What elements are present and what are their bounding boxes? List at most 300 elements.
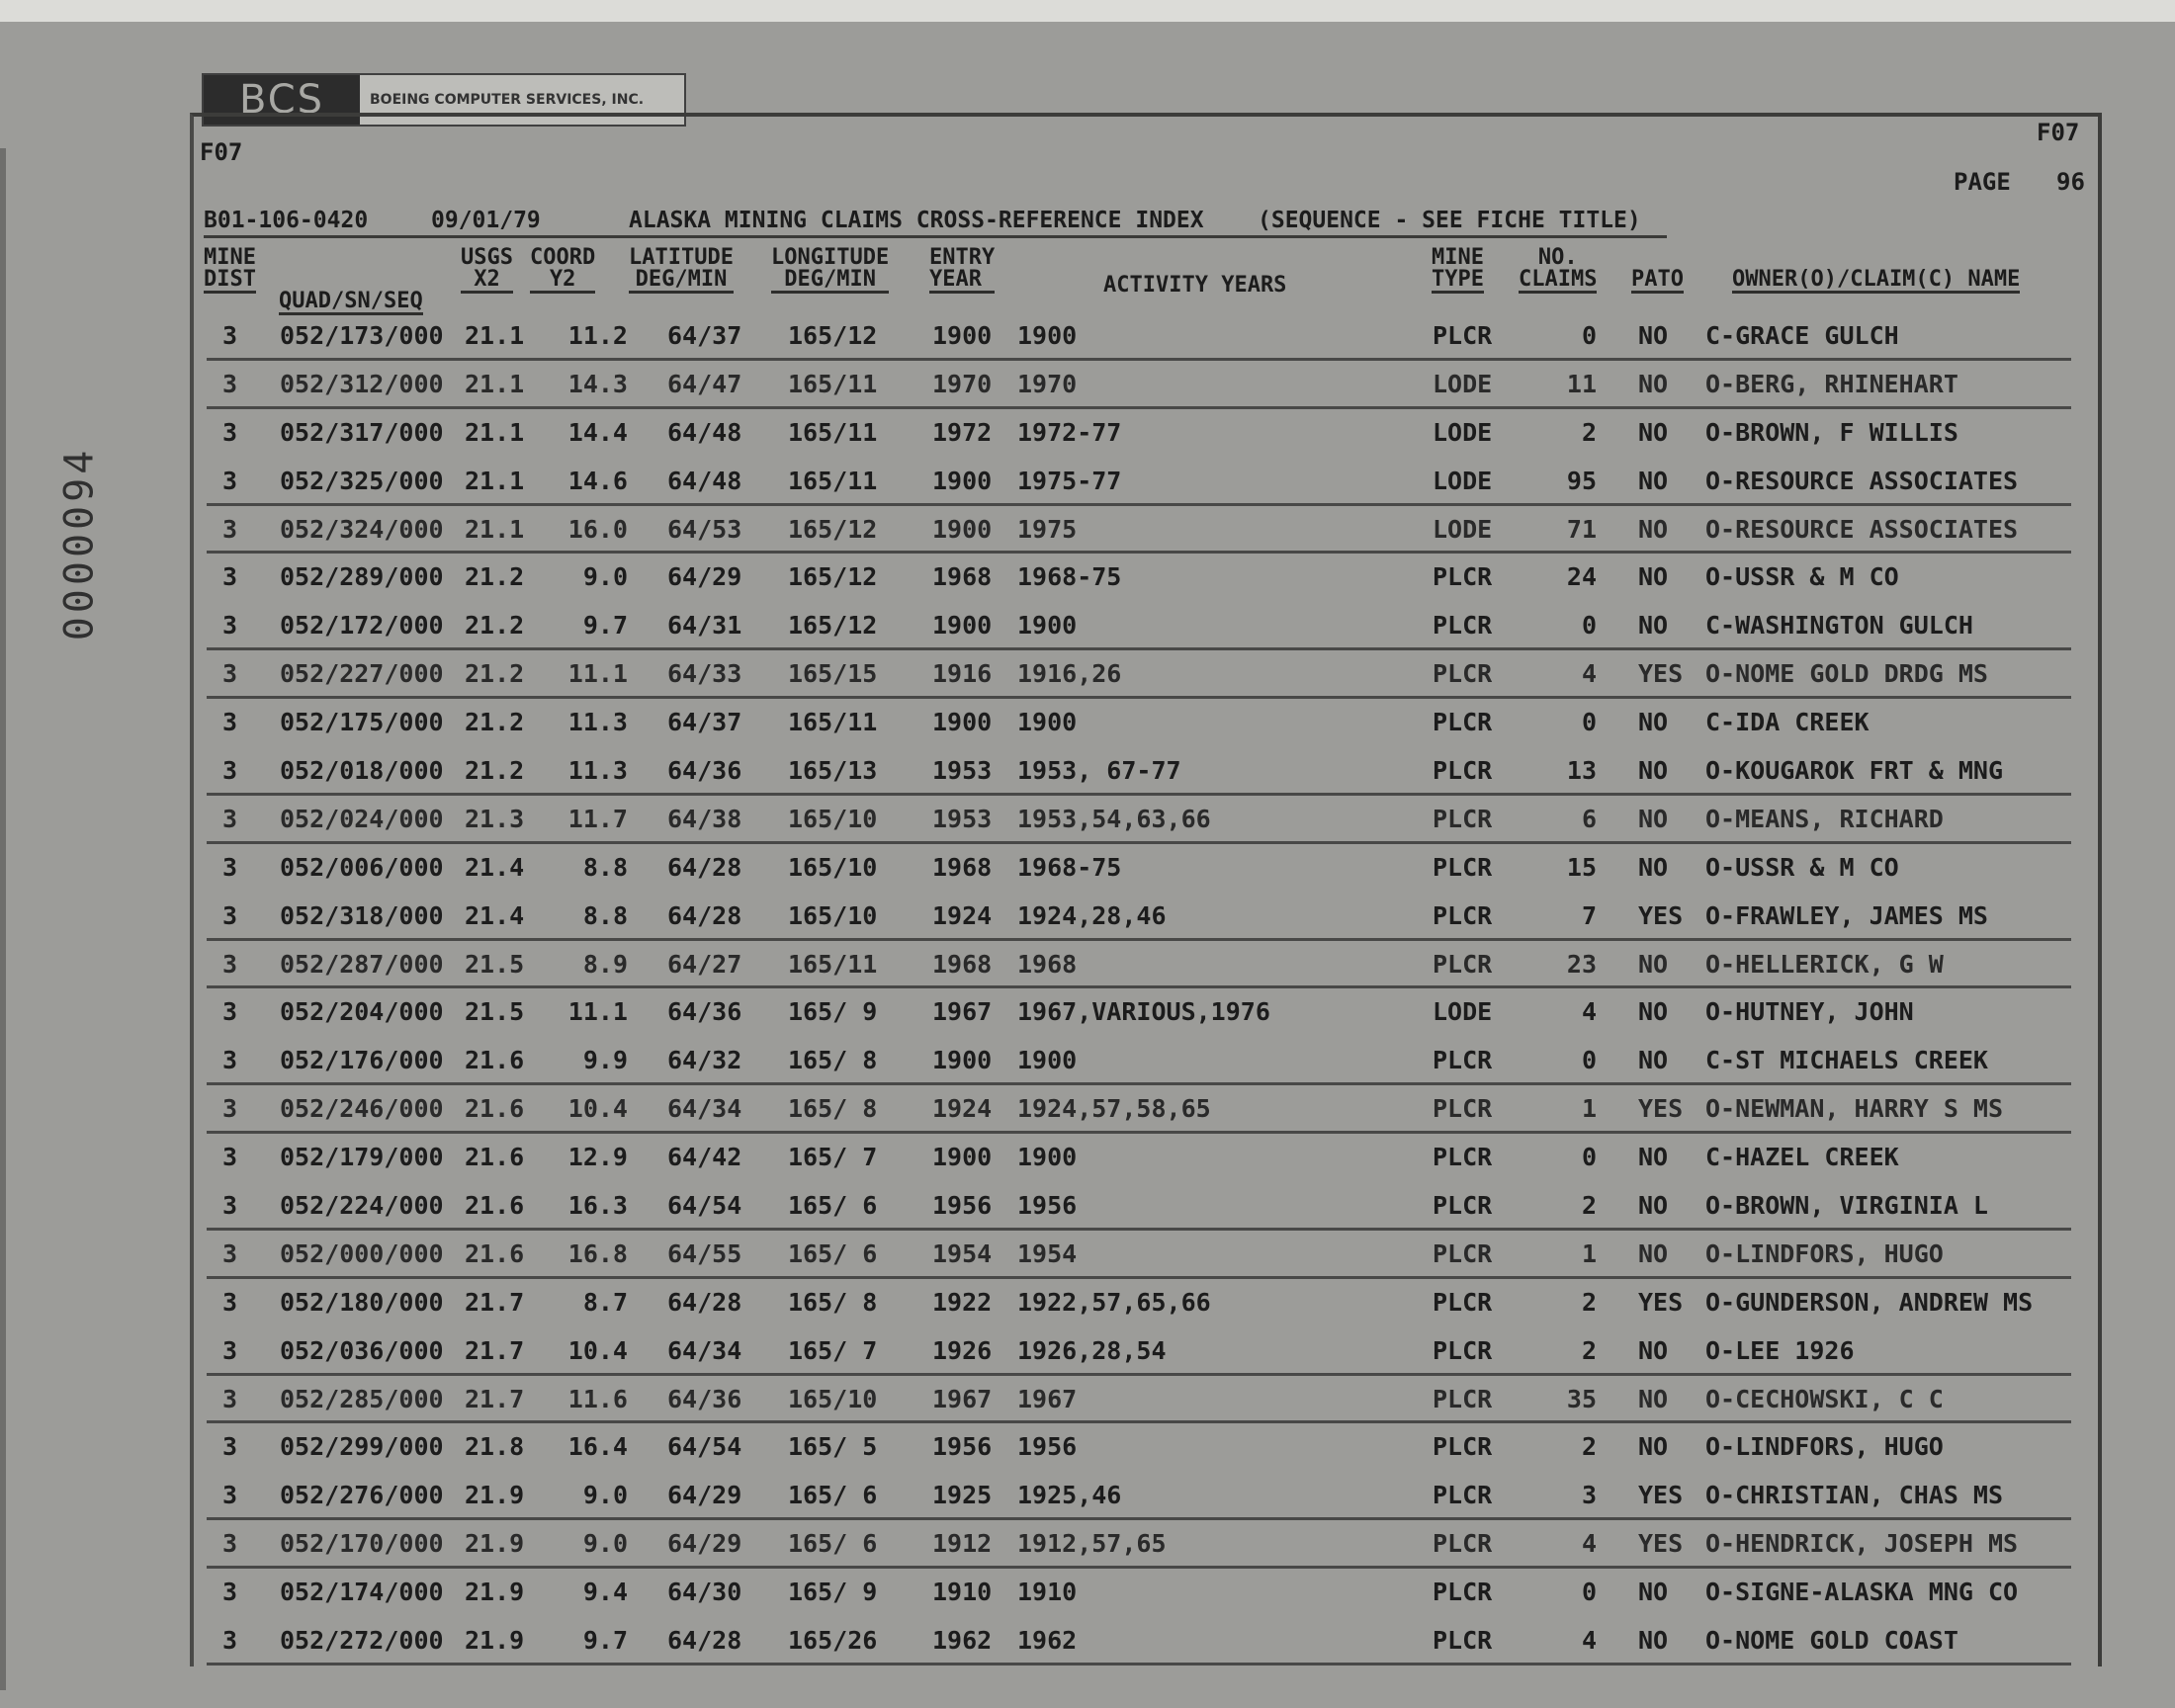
- longitude-cell: 165/15: [788, 659, 878, 689]
- mine-type-cell: LODE: [1433, 417, 1493, 447]
- pato-cell: YES: [1638, 659, 1684, 689]
- pato-cell: NO: [1638, 1143, 1669, 1172]
- coord-y2-cell: 11.1: [567, 659, 628, 689]
- table-row: [203, 986, 2091, 1035]
- mine-dist-cell: 3: [222, 417, 238, 447]
- entry-year-cell: 1925: [932, 1481, 993, 1510]
- quad-cell: 052/325/000: [280, 466, 444, 495]
- activity-years-cell: 1954: [1017, 1238, 1078, 1268]
- owner-claim-name-cell: C-ST MICHAELS CREEK: [1705, 1046, 1988, 1075]
- quad-cell: 052/176/000: [280, 1046, 444, 1075]
- longitude-cell: 165/11: [788, 708, 878, 737]
- table-row: [203, 1567, 2091, 1615]
- entry-year-cell: 1972: [932, 417, 993, 447]
- latitude-cell: 64/29: [667, 1529, 742, 1559]
- usgs-x2-cell: 21.2: [465, 562, 525, 592]
- logo-mark: BCS: [204, 75, 360, 125]
- activity-years-cell: 1910: [1017, 1578, 1078, 1607]
- table-row: [203, 794, 2091, 842]
- side-frame-number: [40, 425, 119, 662]
- claims-count-cell: 71: [1566, 514, 1597, 544]
- col-quad: QUAD/SN/SEQ: [279, 289, 423, 313]
- latitude-cell: 64/54: [667, 1432, 742, 1462]
- table-row: [203, 1421, 2091, 1470]
- usgs-x2-cell: 21.9: [465, 1626, 525, 1656]
- quad-cell: 052/036/000: [280, 1335, 444, 1365]
- pato-cell: NO: [1638, 1626, 1669, 1656]
- pato-cell: NO: [1638, 756, 1669, 786]
- entry-year-cell: 1956: [932, 1432, 993, 1462]
- owner-claim-name-cell: O-RESOURCE ASSOCIATES: [1705, 514, 2019, 544]
- col-mine-dist: MINE DIST: [204, 245, 256, 292]
- pato-cell: NO: [1638, 949, 1669, 979]
- claims-count-cell: 4: [1581, 659, 1597, 689]
- mine-dist-cell: 3: [222, 1335, 238, 1365]
- pato-cell: NO: [1638, 804, 1669, 833]
- pato-cell: NO: [1638, 369, 1669, 398]
- usgs-x2-cell: 21.8: [465, 1432, 525, 1462]
- longitude-cell: 165/ 8: [788, 1094, 878, 1124]
- quad-cell: 052/174/000: [280, 1578, 444, 1607]
- quad-cell: 052/317/000: [280, 417, 444, 447]
- longitude-cell: 165/26: [788, 1626, 878, 1656]
- entry-year-cell: 1900: [932, 1046, 993, 1075]
- coord-y2-cell: 9.7: [582, 1626, 628, 1656]
- quad-cell: 052/272/000: [280, 1626, 444, 1656]
- claims-count-cell: 0: [1581, 611, 1597, 640]
- quad-cell: 052/299/000: [280, 1432, 444, 1462]
- owner-claim-name-cell: C-HAZEL CREEK: [1705, 1143, 1899, 1172]
- activity-years-cell: 1967,VARIOUS,1976: [1017, 997, 1270, 1027]
- longitude-cell: 165/11: [788, 949, 878, 979]
- pato-cell: NO: [1638, 466, 1669, 495]
- report-id: B01-106-0420: [204, 208, 369, 233]
- activity-years-cell: 1925,46: [1017, 1481, 1122, 1510]
- mine-dist-cell: 3: [222, 804, 238, 833]
- mine-type-cell: PLCR: [1433, 1432, 1493, 1462]
- coord-y2-cell: 16.0: [567, 514, 628, 544]
- mine-dist-cell: 3: [222, 1191, 238, 1221]
- latitude-cell: 64/28: [667, 852, 742, 882]
- fiche-code-left: F07: [200, 138, 243, 166]
- quad-cell: 052/172/000: [280, 611, 444, 640]
- mine-type-cell: PLCR: [1433, 1481, 1493, 1510]
- latitude-cell: 64/30: [667, 1578, 742, 1607]
- usgs-x2-cell: 21.2: [465, 659, 525, 689]
- usgs-x2-cell: 21.7: [465, 1287, 525, 1317]
- longitude-cell: 165/10: [788, 804, 878, 833]
- coord-y2-cell: 9.0: [582, 562, 628, 592]
- table-row: [203, 600, 2091, 648]
- activity-years-cell: 1970: [1017, 369, 1078, 398]
- mine-type-cell: PLCR: [1433, 852, 1493, 882]
- activity-years-cell: 1975-77: [1017, 466, 1122, 495]
- activity-years-cell: 1953, 67-77: [1017, 756, 1181, 786]
- quad-cell: 052/324/000: [280, 514, 444, 544]
- entry-year-cell: 1924: [932, 900, 993, 930]
- table-row: [203, 842, 2091, 891]
- col-owner-name: OWNER(O)/CLAIM(C) NAME: [1732, 267, 2021, 292]
- longitude-cell: 165/10: [788, 852, 878, 882]
- owner-claim-name-cell: O-LINDFORS, HUGO: [1705, 1238, 1944, 1268]
- claims-count-cell: 2: [1581, 1287, 1597, 1317]
- claims-count-cell: 6: [1581, 804, 1597, 833]
- entry-year-cell: 1968: [932, 949, 993, 979]
- owner-claim-name-cell: O-USSR & M CO: [1705, 852, 1899, 882]
- activity-years-cell: 1900: [1017, 611, 1078, 640]
- mine-type-cell: PLCR: [1433, 1143, 1493, 1172]
- mine-dist-cell: 3: [222, 1094, 238, 1124]
- claims-count-cell: 2: [1581, 1191, 1597, 1221]
- mine-type-cell: PLCR: [1433, 949, 1493, 979]
- longitude-cell: 165/ 6: [788, 1238, 878, 1268]
- latitude-cell: 64/36: [667, 756, 742, 786]
- mine-dist-cell: 3: [222, 1626, 238, 1656]
- coord-y2-cell: 10.4: [567, 1335, 628, 1365]
- entry-year-cell: 1900: [932, 466, 993, 495]
- usgs-x2-cell: 21.1: [465, 466, 525, 495]
- coord-y2-cell: 8.8: [582, 900, 628, 930]
- entry-year-cell: 1900: [932, 611, 993, 640]
- pato-cell: NO: [1638, 321, 1669, 350]
- quad-cell: 052/204/000: [280, 997, 444, 1027]
- coord-y2-cell: 11.1: [567, 997, 628, 1027]
- entry-year-cell: 1916: [932, 659, 993, 689]
- coord-y2-cell: 8.9: [582, 949, 628, 979]
- quad-cell: 052/318/000: [280, 900, 444, 930]
- pato-cell: YES: [1638, 1094, 1684, 1124]
- longitude-cell: 165/ 5: [788, 1432, 878, 1462]
- longitude-cell: 165/12: [788, 321, 878, 350]
- usgs-x2-cell: 21.6: [465, 1094, 525, 1124]
- usgs-x2-cell: 21.4: [465, 900, 525, 930]
- latitude-cell: 64/38: [667, 804, 742, 833]
- quad-cell: 052/018/000: [280, 756, 444, 786]
- quad-cell: 052/000/000: [280, 1238, 444, 1268]
- quad-cell: 052/170/000: [280, 1529, 444, 1559]
- coord-y2-cell: 8.7: [582, 1287, 628, 1317]
- claims-table: [203, 310, 2091, 1664]
- coord-y2-cell: 8.8: [582, 852, 628, 882]
- page-number: 96: [2056, 168, 2085, 196]
- coord-y2-cell: 16.3: [567, 1191, 628, 1221]
- coord-y2-cell: 9.7: [582, 611, 628, 640]
- activity-years-cell: 1953,54,63,66: [1017, 804, 1211, 833]
- owner-claim-name-cell: O-GUNDERSON, ANDREW MS: [1705, 1287, 2034, 1317]
- claims-count-cell: 24: [1566, 562, 1597, 592]
- claims-count-cell: 35: [1566, 1384, 1597, 1413]
- activity-years-cell: 1912,57,65: [1017, 1529, 1167, 1559]
- owner-claim-name-cell: C-GRACE GULCH: [1705, 321, 1899, 350]
- activity-years-cell: 1968-75: [1017, 852, 1122, 882]
- latitude-cell: 64/48: [667, 417, 742, 447]
- mine-type-cell: LODE: [1433, 466, 1493, 495]
- longitude-cell: 165/10: [788, 1384, 878, 1413]
- quad-cell: 052/175/000: [280, 708, 444, 737]
- mine-dist-cell: 3: [222, 708, 238, 737]
- table-row: [203, 504, 2091, 553]
- latitude-cell: 64/28: [667, 1287, 742, 1317]
- table-row: [203, 1277, 2091, 1325]
- owner-claim-name-cell: C-WASHINGTON GULCH: [1705, 611, 1973, 640]
- col-mine-type: MINE TYPE: [1432, 245, 1484, 292]
- pato-cell: NO: [1638, 1335, 1669, 1365]
- table-row: [203, 1374, 2091, 1422]
- mine-type-cell: LODE: [1433, 997, 1493, 1027]
- usgs-x2-cell: 21.9: [465, 1481, 525, 1510]
- quad-cell: 052/285/000: [280, 1384, 444, 1413]
- coord-y2-cell: 10.4: [567, 1094, 628, 1124]
- entry-year-cell: 1900: [932, 708, 993, 737]
- mine-dist-cell: 3: [222, 514, 238, 544]
- usgs-x2-cell: 21.2: [465, 708, 525, 737]
- longitude-cell: 165/ 6: [788, 1529, 878, 1559]
- mine-dist-cell: 3: [222, 321, 238, 350]
- mine-type-cell: PLCR: [1433, 659, 1493, 689]
- entry-year-cell: 1926: [932, 1335, 993, 1365]
- coord-y2-cell: 9.0: [582, 1481, 628, 1510]
- col-longitude: LONGITUDE DEG/MIN: [771, 245, 890, 292]
- activity-years-cell: 1900: [1017, 1143, 1078, 1172]
- owner-claim-name-cell: O-NOME GOLD COAST: [1705, 1626, 1958, 1656]
- latitude-cell: 64/32: [667, 1046, 742, 1075]
- usgs-x2-cell: 21.6: [465, 1046, 525, 1075]
- owner-claim-name-cell: O-BROWN, F WILLIS: [1705, 417, 1958, 447]
- usgs-x2-cell: 21.7: [465, 1335, 525, 1365]
- activity-years-cell: 1916,26: [1017, 659, 1122, 689]
- quad-cell: 052/287/000: [280, 949, 444, 979]
- quad-cell: 052/276/000: [280, 1481, 444, 1510]
- pato-cell: YES: [1638, 1481, 1684, 1510]
- pato-cell: NO: [1638, 1238, 1669, 1268]
- table-row: [203, 891, 2091, 939]
- pato-cell: NO: [1638, 1191, 1669, 1221]
- quad-cell: 052/224/000: [280, 1191, 444, 1221]
- latitude-cell: 64/33: [667, 659, 742, 689]
- coord-y2-cell: 9.4: [582, 1578, 628, 1607]
- longitude-cell: 165/ 8: [788, 1046, 878, 1075]
- longitude-cell: 165/ 7: [788, 1335, 878, 1365]
- quad-cell: 052/180/000: [280, 1287, 444, 1317]
- mine-type-cell: PLCR: [1433, 1191, 1493, 1221]
- owner-claim-name-cell: C-IDA CREEK: [1705, 708, 1870, 737]
- longitude-cell: 165/11: [788, 417, 878, 447]
- activity-years-cell: 1967: [1017, 1384, 1078, 1413]
- table-row: [203, 1180, 2091, 1229]
- col-latitude: LATITUDE DEG/MIN: [629, 245, 734, 292]
- owner-claim-name-cell: O-NOME GOLD DRDG MS: [1705, 659, 1988, 689]
- latitude-cell: 64/31: [667, 611, 742, 640]
- entry-year-cell: 1953: [932, 756, 993, 786]
- latitude-cell: 64/27: [667, 949, 742, 979]
- report-date: 09/01/79: [431, 208, 541, 233]
- latitude-cell: 64/42: [667, 1143, 742, 1172]
- mine-dist-cell: 3: [222, 852, 238, 882]
- owner-claim-name-cell: O-CHRISTIAN, CHAS MS: [1705, 1481, 2004, 1510]
- usgs-x2-cell: 21.4: [465, 852, 525, 882]
- coord-y2-cell: 11.7: [567, 804, 628, 833]
- owner-claim-name-cell: O-NEWMAN, HARRY S MS: [1705, 1094, 2004, 1124]
- mine-dist-cell: 3: [222, 997, 238, 1027]
- mine-dist-cell: 3: [222, 1287, 238, 1317]
- mine-type-cell: LODE: [1433, 369, 1493, 398]
- longitude-cell: 165/12: [788, 611, 878, 640]
- owner-claim-name-cell: O-HENDRICK, JOSEPH MS: [1705, 1529, 2019, 1559]
- owner-claim-name-cell: O-FRAWLEY, JAMES MS: [1705, 900, 1988, 930]
- entry-year-cell: 1967: [932, 997, 993, 1027]
- usgs-x2-cell: 21.1: [465, 321, 525, 350]
- activity-years-cell: 1968-75: [1017, 562, 1122, 592]
- activity-years-cell: 1956: [1017, 1432, 1078, 1462]
- table-row: [203, 745, 2091, 794]
- entry-year-cell: 1924: [932, 1094, 993, 1124]
- owner-claim-name-cell: O-RESOURCE ASSOCIATES: [1705, 466, 2019, 495]
- mine-dist-cell: 3: [222, 900, 238, 930]
- mine-dist-cell: 3: [222, 1578, 238, 1607]
- longitude-cell: 165/11: [788, 466, 878, 495]
- coord-y2-cell: 11.6: [567, 1384, 628, 1413]
- claims-count-cell: 0: [1581, 1578, 1597, 1607]
- claims-count-cell: 1: [1581, 1238, 1597, 1268]
- entry-year-cell: 1900: [932, 514, 993, 544]
- latitude-cell: 64/36: [667, 1384, 742, 1413]
- entry-year-cell: 1900: [932, 321, 993, 350]
- longitude-cell: 165/13: [788, 756, 878, 786]
- latitude-cell: 64/53: [667, 514, 742, 544]
- usgs-x2-cell: 21.2: [465, 611, 525, 640]
- mine-type-cell: PLCR: [1433, 1578, 1493, 1607]
- mine-dist-cell: 3: [222, 369, 238, 398]
- fiche-code-right: F07: [2037, 119, 2080, 146]
- quad-cell: 052/246/000: [280, 1094, 444, 1124]
- longitude-cell: 165/12: [788, 514, 878, 544]
- coord-y2-cell: 11.2: [567, 321, 628, 350]
- usgs-x2-cell: 21.9: [465, 1578, 525, 1607]
- claims-count-cell: 1: [1581, 1094, 1597, 1124]
- owner-claim-name-cell: O-USSR & M CO: [1705, 562, 1899, 592]
- mine-dist-cell: 3: [222, 466, 238, 495]
- coord-y2-cell: 12.9: [567, 1143, 628, 1172]
- pato-cell: NO: [1638, 1384, 1669, 1413]
- mine-type-cell: PLCR: [1433, 1626, 1493, 1656]
- coord-y2-cell: 9.9: [582, 1046, 628, 1075]
- entry-year-cell: 1956: [932, 1191, 993, 1221]
- entry-year-cell: 1954: [932, 1238, 993, 1268]
- usgs-x2-cell: 21.1: [465, 417, 525, 447]
- activity-years-cell: 1975: [1017, 514, 1078, 544]
- activity-years-cell: 1924,28,46: [1017, 900, 1167, 930]
- entry-year-cell: 1912: [932, 1529, 993, 1559]
- report-title: ALASKA MINING CLAIMS CROSS-REFERENCE INDEX: [629, 208, 1204, 233]
- mine-type-cell: PLCR: [1433, 1238, 1493, 1268]
- claims-count-cell: 0: [1581, 708, 1597, 737]
- latitude-cell: 64/54: [667, 1191, 742, 1221]
- owner-claim-name-cell: O-LEE 1926: [1705, 1335, 1855, 1365]
- scan-top-band: [0, 0, 2175, 22]
- claims-count-cell: 95: [1566, 466, 1597, 495]
- mine-dist-cell: 3: [222, 949, 238, 979]
- activity-years-cell: 1900: [1017, 1046, 1078, 1075]
- longitude-cell: 165/ 9: [788, 997, 878, 1027]
- owner-claim-name-cell: O-LINDFORS, HUGO: [1705, 1432, 1944, 1462]
- claims-count-cell: 0: [1581, 1046, 1597, 1075]
- quad-cell: 052/024/000: [280, 804, 444, 833]
- latitude-cell: 64/34: [667, 1335, 742, 1365]
- activity-years-cell: 1926,28,54: [1017, 1335, 1167, 1365]
- pato-cell: NO: [1638, 1578, 1669, 1607]
- pato-cell: NO: [1638, 708, 1669, 737]
- mine-type-cell: PLCR: [1433, 1335, 1493, 1365]
- col-coord: COORD Y2: [530, 245, 596, 292]
- mine-type-cell: PLCR: [1433, 804, 1493, 833]
- usgs-x2-cell: 21.9: [465, 1529, 525, 1559]
- claims-count-cell: 11: [1566, 369, 1597, 398]
- mine-type-cell: PLCR: [1433, 900, 1493, 930]
- longitude-cell: 165/10: [788, 900, 878, 930]
- table-row: [203, 939, 2091, 987]
- pato-cell: NO: [1638, 997, 1669, 1027]
- usgs-x2-cell: 21.6: [465, 1238, 525, 1268]
- mine-type-cell: PLCR: [1433, 1287, 1493, 1317]
- owner-claim-name-cell: O-KOUGAROK FRT & MNG: [1705, 756, 2004, 786]
- activity-years-cell: 1922,57,65,66: [1017, 1287, 1211, 1317]
- mine-type-cell: PLCR: [1433, 321, 1493, 350]
- quad-cell: 052/173/000: [280, 321, 444, 350]
- entry-year-cell: 1953: [932, 804, 993, 833]
- table-row: [203, 1615, 2091, 1664]
- usgs-x2-cell: 21.5: [465, 997, 525, 1027]
- longitude-cell: 165/ 8: [788, 1287, 878, 1317]
- col-entry-year: ENTRY YEAR: [929, 245, 996, 292]
- mine-type-cell: PLCR: [1433, 1384, 1493, 1413]
- coord-y2-cell: 11.3: [567, 756, 628, 786]
- mine-type-cell: PLCR: [1433, 1094, 1493, 1124]
- claims-count-cell: 0: [1581, 321, 1597, 350]
- claims-count-cell: 3: [1581, 1481, 1597, 1510]
- owner-claim-name-cell: O-HELLERICK, G W: [1705, 949, 1944, 979]
- mine-type-cell: PLCR: [1433, 611, 1493, 640]
- usgs-x2-cell: 21.1: [465, 369, 525, 398]
- owner-claim-name-cell: O-CECHOWSKI, C C: [1705, 1384, 1944, 1413]
- claims-count-cell: 4: [1581, 1529, 1597, 1559]
- quad-cell: 052/289/000: [280, 562, 444, 592]
- table-row: [203, 1229, 2091, 1277]
- coord-y2-cell: 16.8: [567, 1238, 628, 1268]
- pato-cell: NO: [1638, 852, 1669, 882]
- pato-cell: NO: [1638, 611, 1669, 640]
- activity-years-cell: 1924,57,58,65: [1017, 1094, 1211, 1124]
- table-row: [203, 552, 2091, 600]
- pato-cell: NO: [1638, 1432, 1669, 1462]
- latitude-cell: 64/29: [667, 1481, 742, 1510]
- side-frame-number-text: 0000094: [56, 446, 103, 641]
- latitude-cell: 64/55: [667, 1238, 742, 1268]
- owner-claim-name-cell: O-SIGNE-ALASKA MNG CO: [1705, 1578, 2019, 1607]
- mine-type-cell: PLCR: [1433, 1046, 1493, 1075]
- table-row: [203, 1518, 2091, 1567]
- claims-count-cell: 4: [1581, 1626, 1597, 1656]
- claims-count-cell: 13: [1566, 756, 1597, 786]
- longitude-cell: 165/11: [788, 369, 878, 398]
- coord-y2-cell: 14.4: [567, 417, 628, 447]
- table-row: [203, 1325, 2091, 1374]
- coord-y2-cell: 16.4: [567, 1432, 628, 1462]
- mine-dist-cell: 3: [222, 1432, 238, 1462]
- entry-year-cell: 1962: [932, 1626, 993, 1656]
- coord-y2-cell: 11.3: [567, 708, 628, 737]
- pato-cell: NO: [1638, 417, 1669, 447]
- col-no-claims: NO. CLAIMS: [1519, 245, 1598, 292]
